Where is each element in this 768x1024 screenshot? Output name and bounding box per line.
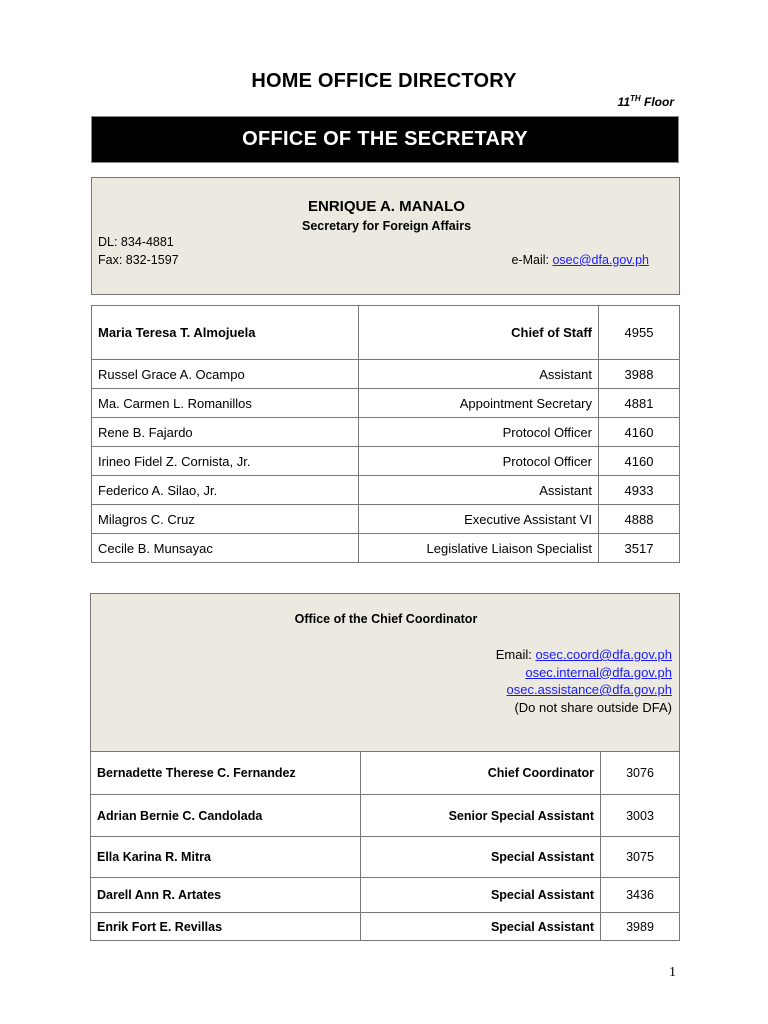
- coordinator-emails: [496, 646, 672, 716]
- table-row: [92, 534, 680, 563]
- floor-number: 11: [617, 95, 630, 109]
- staff-name: Milagros C. Cruz: [92, 505, 359, 534]
- staff-name: Rene B. Fajardo: [92, 418, 359, 447]
- staff-extension: 3003: [601, 795, 680, 837]
- staff-position: Assistant: [359, 476, 599, 505]
- page-title: HOME OFFICE DIRECTORY: [251, 70, 517, 92]
- staff-extension: 4160: [599, 447, 680, 476]
- table-row: [91, 913, 680, 941]
- staff-extension: 4160: [599, 418, 680, 447]
- table-row: [92, 306, 680, 360]
- staff-position: Legislative Liaison Specialist: [359, 534, 599, 563]
- staff-extension: 3076: [601, 752, 680, 795]
- staff-extension: 4955: [599, 306, 680, 360]
- staff-extension: 4881: [599, 389, 680, 418]
- floor-label: [618, 94, 674, 109]
- staff-name: Cecile B. Munsayac: [92, 534, 359, 563]
- table-row: [92, 418, 680, 447]
- secretary-direct-line: DL: 834-4881: [98, 235, 174, 249]
- coordinator-panel: [90, 593, 680, 752]
- secretary-email-line: [511, 253, 649, 267]
- coordinator-office-title: Office of the Chief Coordinator: [294, 612, 478, 626]
- table-row: [92, 447, 680, 476]
- staff-position: Senior Special Assistant: [361, 795, 601, 837]
- staff-position: Assistant: [359, 360, 599, 389]
- office-banner-text: OFFICE OF THE SECRETARY: [242, 128, 528, 150]
- floor-ordinal: TH: [630, 94, 641, 103]
- table-row: [92, 505, 680, 534]
- coordinator-staff-table: [90, 751, 680, 941]
- staff-extension: 3075: [601, 837, 680, 878]
- staff-name: Irineo Fidel Z. Cornista, Jr.: [92, 447, 359, 476]
- staff-name: Ella Karina R. Mitra: [91, 837, 361, 878]
- staff-position: Appointment Secretary: [359, 389, 599, 418]
- staff-name: Maria Teresa T. Almojuela: [92, 306, 359, 360]
- table-row: [92, 360, 680, 389]
- staff-extension: 4888: [599, 505, 680, 534]
- staff-name: Russel Grace A. Ocampo: [92, 360, 359, 389]
- coord-email-link[interactable]: osec.coord@dfa.gov.ph: [535, 647, 672, 662]
- staff-extension: 3988: [599, 360, 680, 389]
- email-note: (Do not share outside DFA): [514, 699, 672, 715]
- secretary-email-link[interactable]: osec@dfa.gov.ph: [552, 253, 649, 267]
- staff-position: Executive Assistant VI: [359, 505, 599, 534]
- staff-name: Bernadette Therese C. Fernandez: [91, 752, 361, 795]
- assistance-email-link[interactable]: osec.assistance@dfa.gov.ph: [506, 682, 672, 697]
- staff-name: Ma. Carmen L. Romanillos: [92, 389, 359, 418]
- secretary-staff-table: [91, 305, 680, 563]
- table-row: [92, 476, 680, 505]
- staff-extension: 3989: [601, 913, 680, 941]
- email-label: Email:: [495, 647, 536, 662]
- staff-name: Federico A. Silao, Jr.: [92, 476, 359, 505]
- staff-position: Protocol Officer: [359, 447, 599, 476]
- table-row: [91, 878, 680, 913]
- staff-position: Special Assistant: [361, 837, 601, 878]
- secretary-fax: Fax: 832-1597: [98, 253, 179, 267]
- staff-position: Special Assistant: [361, 878, 601, 913]
- email-label: e-Mail:: [511, 253, 553, 267]
- table-row: [91, 752, 680, 795]
- secretary-name: ENRIQUE A. MANALO: [308, 198, 465, 215]
- table-row: [91, 795, 680, 837]
- staff-extension: 3436: [601, 878, 680, 913]
- staff-extension: 3517: [599, 534, 680, 563]
- internal-email-link[interactable]: osec.internal@dfa.gov.ph: [525, 664, 672, 680]
- table-row: [91, 837, 680, 878]
- secretary-panel: [91, 177, 680, 295]
- page-number: 1: [669, 965, 676, 980]
- staff-position: Chief of Staff: [359, 306, 599, 360]
- floor-word: Floor: [640, 95, 674, 109]
- staff-position: Chief Coordinator: [361, 752, 601, 795]
- staff-position: Special Assistant: [361, 913, 601, 941]
- table-row: [92, 389, 680, 418]
- office-banner: [91, 116, 679, 163]
- secretary-title: Secretary for Foreign Affairs: [301, 219, 472, 233]
- staff-name: Enrik Fort E. Revillas: [91, 913, 361, 941]
- staff-position: Protocol Officer: [359, 418, 599, 447]
- staff-name: Adrian Bernie C. Candolada: [91, 795, 361, 837]
- staff-name: Darell Ann R. Artates: [91, 878, 361, 913]
- staff-extension: 4933: [599, 476, 680, 505]
